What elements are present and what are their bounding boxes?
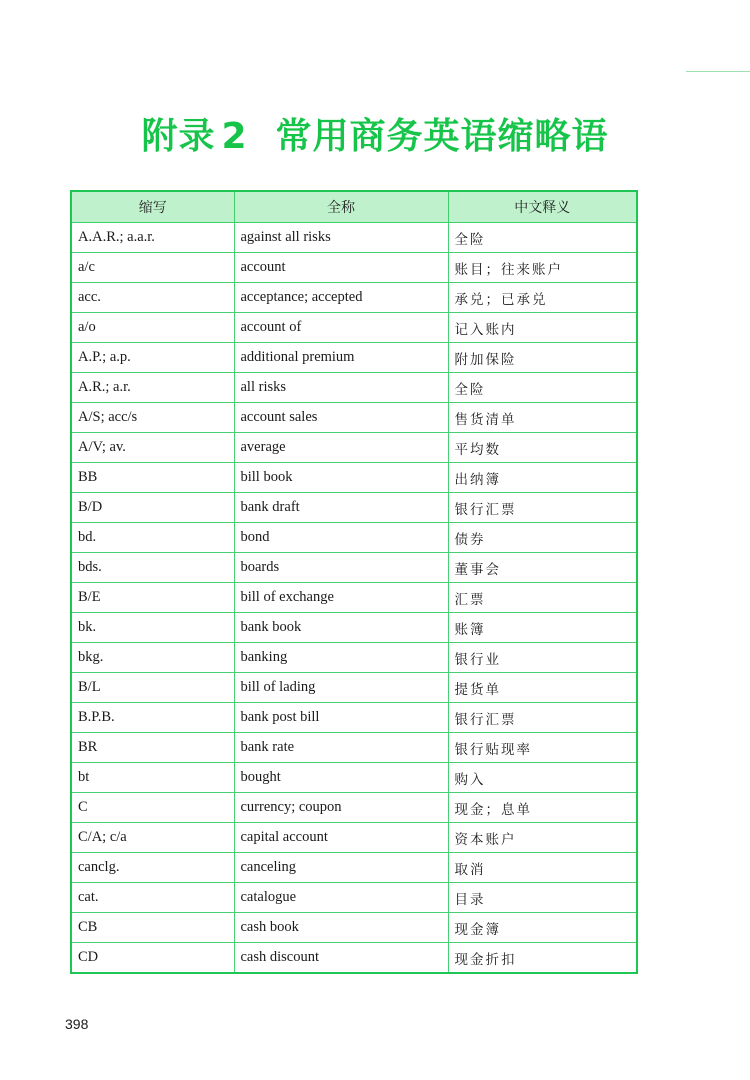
cell-abbreviation: canclg. <box>71 853 234 883</box>
table-row <box>71 703 637 733</box>
cell-full-name: average <box>234 433 448 463</box>
table-row <box>71 643 637 673</box>
table-row <box>71 223 637 253</box>
cell-abbreviation: a/o <box>71 313 234 343</box>
cell-abbreviation: A.R.; a.r. <box>71 373 234 403</box>
cell-full-name: boards <box>234 553 448 583</box>
cell-chinese-meaning: 全险 <box>448 223 637 253</box>
cell-chinese-meaning: 现金；息单 <box>448 793 637 823</box>
cell-abbreviation: bd. <box>71 523 234 553</box>
table-row <box>71 553 637 583</box>
cell-chinese-meaning: 目录 <box>448 883 637 913</box>
appendix-number: 2 <box>221 116 248 157</box>
cell-chinese-meaning: 董事会 <box>448 553 637 583</box>
cell-full-name: cash discount <box>234 943 448 974</box>
table-row <box>71 493 637 523</box>
table-row <box>71 913 637 943</box>
table-row <box>71 673 637 703</box>
table-row <box>71 793 637 823</box>
cell-chinese-meaning: 汇票 <box>448 583 637 613</box>
table-header-row <box>71 191 637 223</box>
cell-abbreviation: BR <box>71 733 234 763</box>
cell-chinese-meaning: 银行汇票 <box>448 703 637 733</box>
cell-full-name: account <box>234 253 448 283</box>
cell-full-name: bond <box>234 523 448 553</box>
cell-full-name: bank rate <box>234 733 448 763</box>
cell-abbreviation: B/L <box>71 673 234 703</box>
table-row <box>71 613 637 643</box>
header-abbreviation: 缩写 <box>71 191 234 223</box>
corner-decoration-line <box>686 71 750 72</box>
table-row <box>71 733 637 763</box>
cell-full-name: all risks <box>234 373 448 403</box>
header-full-name: 全称 <box>234 191 448 223</box>
cell-full-name: banking <box>234 643 448 673</box>
table-body <box>71 223 637 974</box>
cell-abbreviation: A/V; av. <box>71 433 234 463</box>
cell-full-name: account of <box>234 313 448 343</box>
cell-abbreviation: B/D <box>71 493 234 523</box>
cell-abbreviation: bt <box>71 763 234 793</box>
table-row <box>71 463 637 493</box>
cell-chinese-meaning: 现金折扣 <box>448 943 637 974</box>
abbreviation-table <box>70 190 638 974</box>
cell-full-name: bill book <box>234 463 448 493</box>
cell-full-name: bank book <box>234 613 448 643</box>
table-row <box>71 373 637 403</box>
cell-chinese-meaning: 账簿 <box>448 613 637 643</box>
cell-chinese-meaning: 提货单 <box>448 673 637 703</box>
cell-chinese-meaning: 记入账内 <box>448 313 637 343</box>
cell-chinese-meaning: 取消 <box>448 853 637 883</box>
cell-full-name: canceling <box>234 853 448 883</box>
cell-chinese-meaning: 全险 <box>448 373 637 403</box>
table-row <box>71 883 637 913</box>
cell-abbreviation: bk. <box>71 613 234 643</box>
cell-full-name: currency; coupon <box>234 793 448 823</box>
cell-abbreviation: B/E <box>71 583 234 613</box>
cell-full-name: bank draft <box>234 493 448 523</box>
cell-chinese-meaning: 附加保险 <box>448 343 637 373</box>
table-row <box>71 313 637 343</box>
table-row <box>71 943 637 974</box>
cell-abbreviation: a/c <box>71 253 234 283</box>
cell-chinese-meaning: 售货清单 <box>448 403 637 433</box>
cell-chinese-meaning: 银行贴现率 <box>448 733 637 763</box>
cell-abbreviation: bds. <box>71 553 234 583</box>
table-row <box>71 403 637 433</box>
page-title <box>0 108 750 159</box>
cell-abbreviation: BB <box>71 463 234 493</box>
table-row <box>71 523 637 553</box>
cell-chinese-meaning: 银行业 <box>448 643 637 673</box>
cell-chinese-meaning: 现金簿 <box>448 913 637 943</box>
page-number: 398 <box>65 1016 89 1032</box>
cell-full-name: additional premium <box>234 343 448 373</box>
cell-chinese-meaning: 账目；往来账户 <box>448 253 637 283</box>
cell-full-name: capital account <box>234 823 448 853</box>
table-row <box>71 823 637 853</box>
cell-chinese-meaning: 债券 <box>448 523 637 553</box>
table-row <box>71 253 637 283</box>
title-text: 常用商务英语缩略语 <box>275 116 609 157</box>
cell-abbreviation: cat. <box>71 883 234 913</box>
cell-full-name: bought <box>234 763 448 793</box>
cell-abbreviation: CB <box>71 913 234 943</box>
table-row <box>71 433 637 463</box>
cell-chinese-meaning: 承兑；已承兑 <box>448 283 637 313</box>
cell-full-name: bank post bill <box>234 703 448 733</box>
cell-abbreviation: B.P.B. <box>71 703 234 733</box>
table-row <box>71 283 637 313</box>
cell-full-name: cash book <box>234 913 448 943</box>
table-row <box>71 583 637 613</box>
cell-full-name: acceptance; accepted <box>234 283 448 313</box>
cell-abbreviation: acc. <box>71 283 234 313</box>
cell-full-name: bill of exchange <box>234 583 448 613</box>
cell-chinese-meaning: 购入 <box>448 763 637 793</box>
cell-full-name: against all risks <box>234 223 448 253</box>
cell-full-name: bill of lading <box>234 673 448 703</box>
cell-abbreviation: A.P.; a.p. <box>71 343 234 373</box>
cell-abbreviation: A.A.R.; a.a.r. <box>71 223 234 253</box>
cell-abbreviation: A/S; acc/s <box>71 403 234 433</box>
cell-abbreviation: CD <box>71 943 234 974</box>
appendix-label: 附录 <box>141 116 216 157</box>
cell-chinese-meaning: 银行汇票 <box>448 493 637 523</box>
cell-chinese-meaning: 平均数 <box>448 433 637 463</box>
cell-abbreviation: C <box>71 793 234 823</box>
cell-abbreviation: C/A; c/a <box>71 823 234 853</box>
table-row <box>71 763 637 793</box>
cell-chinese-meaning: 资本账户 <box>448 823 637 853</box>
header-chinese-meaning: 中文释义 <box>448 191 637 223</box>
cell-full-name: account sales <box>234 403 448 433</box>
cell-chinese-meaning: 出纳簿 <box>448 463 637 493</box>
table-row <box>71 853 637 883</box>
table-row <box>71 343 637 373</box>
cell-full-name: catalogue <box>234 883 448 913</box>
cell-abbreviation: bkg. <box>71 643 234 673</box>
